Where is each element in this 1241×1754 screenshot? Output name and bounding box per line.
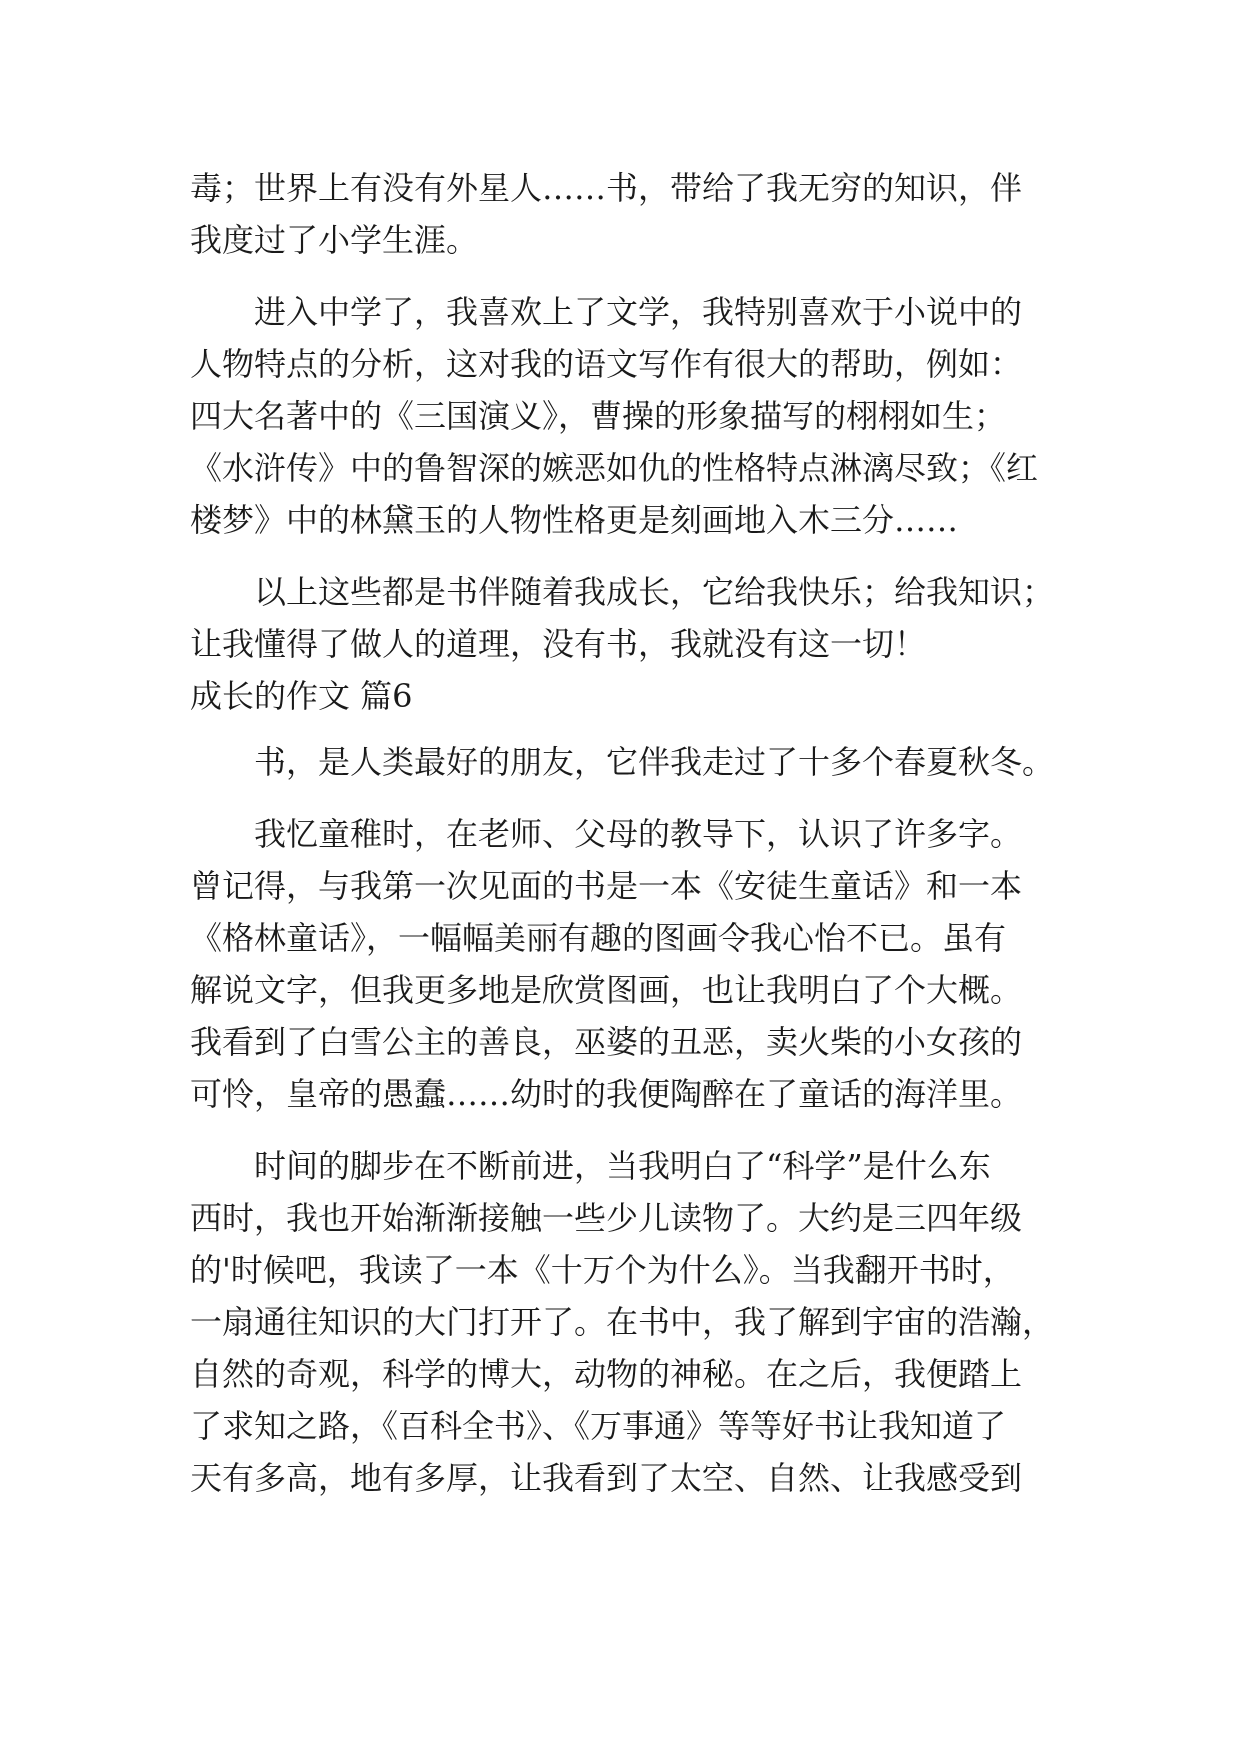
paragraph-4 — [190, 736, 1070, 788]
text-line: 天有多高，地有多厚，让我看到了太空、自然、让我感受到 — [190, 1459, 1023, 1497]
document-body — [190, 162, 1070, 1504]
text-line: 楼梦》中的林黛玉的人物性格更是刻画地入木三分…… — [190, 501, 959, 539]
text-line: 时间的脚步在不断前进，当我明白了“科学”是什么东 — [254, 1147, 991, 1185]
text-line: 一扇通往知识的大门打开了。在书中，我了解到宇宙的浩瀚， — [190, 1303, 1055, 1341]
text-line: 的'时候吧，我读了一本《十万个为什么》。当我翻开书时， — [190, 1251, 1015, 1289]
paragraph-1 — [190, 162, 1070, 266]
text-line: 《格林童话》，一幅幅美丽有趣的图画令我心怡不已。虽有 — [190, 919, 1007, 957]
text-line: 西时，我也开始渐渐接触一些少儿读物了。大约是三四年级 — [190, 1199, 1023, 1237]
text-line: 我度过了小学生涯。 — [190, 221, 479, 259]
text-line: 让我懂得了做人的道理，没有书，我就没有这一切！ — [190, 625, 927, 663]
text-line: 可怜，皇帝的愚蠢……幼时的我便陶醉在了童话的海洋里。 — [190, 1075, 1023, 1113]
text-line: 《水浒传》中的鲁智深的嫉恶如仇的性格特点淋漓尽致；《红 — [190, 449, 1039, 487]
text-line: 解说文字，但我更多地是欣赏图画，也让我明白了个大概。 — [190, 971, 1023, 1009]
text-line: 人物特点的分析，这对我的语文写作有很大的帮助，例如： — [190, 345, 1023, 383]
paragraph-2 — [190, 286, 1070, 546]
text-line: 自然的奇观，科学的博大，动物的神秘。在之后，我便踏上 — [190, 1355, 1023, 1393]
text-line: 四大名著中的《三国演义》，曹操的形象描写的栩栩如生； — [190, 397, 1007, 435]
paragraph-3 — [190, 566, 1070, 670]
text-line: 我看到了白雪公主的善良，巫婆的丑恶，卖火柴的小女孩的 — [190, 1023, 1023, 1061]
text-line: 进入中学了，我喜欢上了文学，我特别喜欢于小说中的 — [254, 293, 1023, 331]
text-line: 了求知之路，《百科全书》、《万事通》等等好书让我知道了 — [190, 1407, 1007, 1445]
paragraph-5 — [190, 808, 1070, 1120]
text-line: 我忆童稚时，在老师、父母的教导下，认识了许多字。 — [254, 815, 1023, 853]
text-line: 以上这些都是书伴随着我成长，它给我快乐；给我知识； — [254, 573, 1055, 611]
text-line: 书，是人类最好的朋友，它伴我走过了十多个春夏秋冬。 — [254, 743, 1055, 781]
text-line: 毒；世界上有没有外星人……书，带给了我无穷的知识，伴 — [190, 169, 1023, 207]
section-heading: 成长的作文 篇6 — [190, 677, 413, 715]
text-line: 曾记得，与我第一次见面的书是一本《安徒生童话》和一本 — [190, 867, 1023, 905]
paragraph-6 — [190, 1140, 1070, 1504]
